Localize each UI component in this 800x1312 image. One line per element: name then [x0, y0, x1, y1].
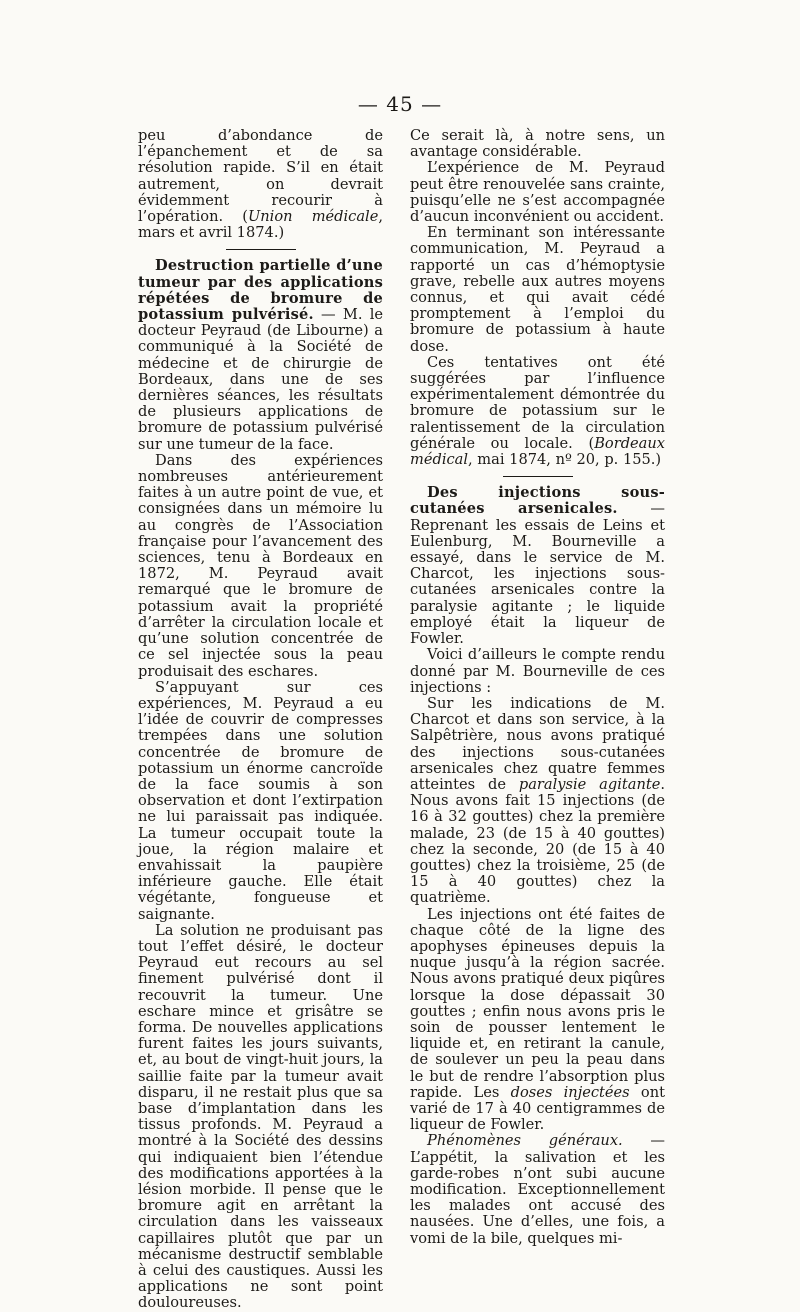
section-heading: Des injections sous-cutanées arsenicales. — [410, 484, 665, 518]
paragraph — [410, 355, 665, 468]
paragraph: S’appuyant sur ces expériences, M. Peyraud a eu l’idée de couvrir de compresses trempées dans une solution concentrée de bromure de potassium un énorme cancroïde de la face soumis à son observation et dont l’extirpation ne lui paraissait pas indiquée. La tumeur occupait toute la joue, la région malaire et envahissait la paupière inférieure gauche. Elle était végétante, fongueuse et saignante. — [138, 678, 383, 923]
citation-tail: , mai 1874, nº 20, p. 155.) — [468, 451, 662, 469]
italic-term: doses injectées — [510, 1083, 630, 1101]
page-number: — 45 — — [357, 92, 443, 116]
citation-source: Bordeaux médical — [410, 434, 665, 469]
paragraph-text: peu d’abondance de l’épanchement et de sa résolution rapide. S’il en était autrement, on devrait évidemment recourir à l’opération. ( — [138, 127, 383, 226]
citation-source: Union médicale — [247, 208, 379, 226]
paragraph — [138, 128, 383, 241]
paragraph: La solution ne produisant pas tout l’effet désiré, le docteur Peyraud eut recours au sel finement pulvérisé dont il recouvrit la tumeur. Une eschare mince et grisâtre se forma. De nouvelles applications furent faites les jours suivants, et, au bout de vingt-huit jours, la saillie faite par la tumeur avait disparu, il ne restait plus que sa base d’implantation dans les tissus profonds. M. Peyraud a montré à la Société des dessins qui indiquaient bien l’étendue des modifications apportées à la lésion morbide. Il pense que le bromure agit en arrêtant la circulation dans les vaisseaux capillaires plutôt que par un mécanisme destructif semblable à celui des caustiques. Aussi les applications ne sont point douloureuses. — [138, 921, 383, 1312]
paragraph-text: Sur les indications de M. Charcot et dans son service, à la Salpêtrière, nous avons pratiqué des injections sous-cutanées arsenicales chez quatre femmes atteintes de — [410, 694, 665, 793]
section-paragraph — [410, 485, 665, 647]
paragraph — [410, 1133, 665, 1246]
paragraph — [410, 696, 665, 907]
paragraph-text: ont varié de 17 à 40 centigrammes de liqueur de Fowler. — [410, 1083, 665, 1134]
citation-tail: , mars et avril 1874.) — [138, 208, 383, 242]
section-paragraph — [138, 258, 383, 452]
paragraph-text: — Reprenant les essais de Leins et Eulenburg, M. Bourneville a essayé, dans le service de M. Charcot, les injections sous-cutanées arsenicales contre la paralysie agitante ; le liquide employé était la liqueur de Fowler. — [410, 500, 665, 648]
paragraph: Dans des expériences nombreuses antérieurement faites à un autre point de vue, et consignées dans un mémoire lu au congrès de l’Association française pour l’avancement des sciences, tenu à Bordeaux en 1872, M. Peyraud avait remarqué que le bromure de potassium avait la propriété d’arrêter la circulation locale et qu’une solution concentrée de ce sel injectée sous la peau produisait des eschares. — [138, 451, 383, 680]
paragraph: En terminant son intéressante communication, M. Peyraud a rapporté un cas d’hémoptysie grave, rebelle aux autres moyens connus, et qui avait cédé promptement à l’emploi du bromure de potassium à haute dose. — [410, 224, 665, 355]
left-column — [138, 128, 383, 1312]
paragraph-text: Les injections ont été faites de chaque côté de la ligne des apophyses épineuses depuis la nuque jusqu’à la région sacrée. Nous avons pratiqué deux piqûres lorsque la dose dépassait 30 gouttes ; enfin nous avons pris le soin de pousser lentement le liquide et, en retirant la canule, de soulever un peu la peau dans le but de rendre l’absorption plus rapide. Les — [410, 905, 665, 1101]
paragraph-text: — M. le docteur Peyraud (de Libourne) a communiqué à la Société de médecine et de chirurgie de Bordeaux, dans une de ses dernières séances, les résultats de plusieurs applications de bromure de potassium pulvérisé sur une tumeur de la face. — [138, 306, 383, 453]
section-heading: Destruction partielle d’une tumeur par des applications répétées de bromure de potassium pulvérisé. — [138, 257, 383, 324]
italic-term: paralysie agitante — [518, 775, 661, 793]
paragraph-text: . Nous avons fait 15 injections (de 16 à 32 gouttes) chez la première malade, 23 (de 15 à 40 gouttes) chez la seconde, 20 (de 15 à 40 gouttes) chez la troisième, 25 (de 15 à 40 gouttes) chez la quatrième. — [410, 775, 665, 907]
paragraph: Voici d’ailleurs le compte rendu donné par M. Bourneville de ces injections : — [410, 646, 665, 696]
paragraph: Ce serait là, à notre sens, un avantage considérable. — [410, 127, 665, 161]
paragraph-text: Ces tentatives ont été suggérées par l’influence expérimentalement démontrée du bromure de potassium sur le ralentissement de la circulation générale ou locale. ( — [410, 353, 665, 452]
section-divider — [503, 476, 573, 477]
italic-lead: Phénomènes généraux. — [427, 1132, 623, 1150]
paragraph — [410, 907, 665, 1134]
section-divider — [226, 249, 296, 250]
paragraph-text: — L’appétit, la salivation et les garde-robes n’ont subi aucune modification. Exceptionnellement les malades ont accusé des nausées. Une d’elles, une fois, a vomi de la bile, quelques mi- — [410, 1132, 665, 1247]
paragraph: L’expérience de M. Peyraud peut être renouvelée sans crainte, puisqu’elle ne s’est accompagnée d’aucun inconvénient ou accident. — [410, 159, 665, 226]
right-column — [410, 128, 665, 1247]
